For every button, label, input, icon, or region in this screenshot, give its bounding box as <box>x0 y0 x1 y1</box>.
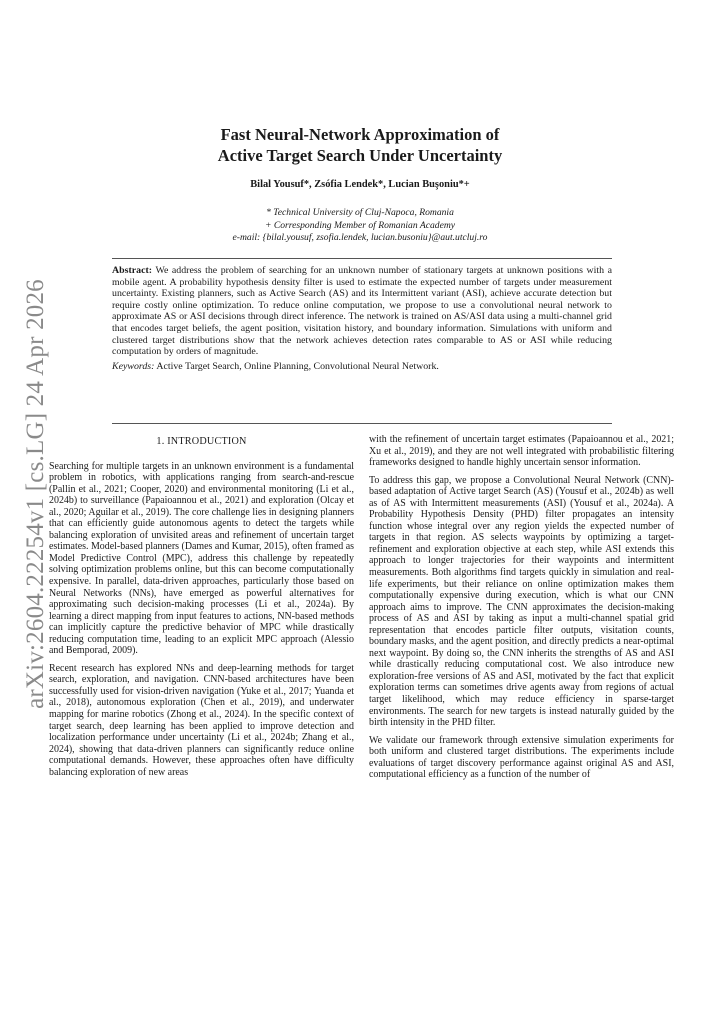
abstract-top-rule <box>112 258 612 259</box>
paper-title <box>120 124 600 166</box>
author-list: Bilal Yousuf*, Zsófia Lendek*, Lucian Buşoniu*+ <box>250 179 470 190</box>
author-email: e-mail: {bilal.yousuf, zsofia.lendek, lucian.busoniu}@aut.utcluj.ro <box>232 232 488 243</box>
title-line-2: Active Target Search Under Uncertainty <box>217 146 503 165</box>
intro-paragraph-1: Searching for multiple targets in an unknown environment is a fundamental problem in robotics, with applications ranging from search-and-rescue (Pallin et al., 2021; Cooper, 2020) and environmental monitoring (Li et al., 2024b) to surveillance (Papaioannou et al., 2021) and exploration (Olcay et al., 2020; Aguilar et al., 2019). The core challenge lies in designing planners that can efficiently guide autonomous agents to detect the targets while balancing exploration of unvisited areas and refinement of uncertain target estimates. Model-based planners (Dames and Kumar, 2015), often framed as Model Predictive Control (MPC), address this challenge by repeatedly solving optimization problems online, but this can become computationally expensive. In parallel, data-driven approaches, particularly those based on Neural Networks (NNs), have emerged as powerful alternatives for approximating such decision-making processes (Li et al., 2024a). By learning a direct mapping from input features to actions, NN-based methods can implicitly capture the predictive behavior of MPC while drastically reducing computation time, leading to an explicit MPC approach (Alessio and Bemporad, 2009). <box>49 460 354 657</box>
left-column <box>49 434 354 784</box>
keywords-label: Keywords: <box>112 360 155 372</box>
keywords-text: Active Target Search, Online Planning, Convolutional Neural Network. <box>156 360 439 372</box>
right-column <box>369 434 674 787</box>
intro-paragraph-3: with the refinement of uncertain target estimates (Papaioannou et al., 2021; Xu et al., 2019), and they are not well integrated with probabilistic filtering frameworks designed to handle highly uncertain sensor information. <box>369 434 674 469</box>
intro-paragraph-2: Recent research has explored NNs and deep-learning methods for target search, exploration, and navigation. CNN-based architectures have been successfully used for vision-driven navigation (Yuke et al., 2017; Yuanda et al., 2018), autonomous exploration (Chen et al., 2019), and underwater mapping for marine robotics (Zhong et al., 2024). In the specific context of target search, deep learning has been applied to improve detection and localization performance under uncertainty (Li et al., 2024b; Zhang et al., 2024), showing that data-driven planners can significantly reduce online computational demands. However, these approaches often have difficulty balancing exploration of new areas <box>49 662 354 778</box>
intro-paragraph-4: To address this gap, we propose a Convolutional Neural Network (CNN)-based adaptation of Active target Search (AS) (Yousuf et al., 2024b) as well as of AS with Intermittent measurements (ASI) (Yousuf et al., 2024a). A Probability Hypothesis Density (PHD) filter propagates an intensity function whose integral over any region yields the expected number of targets in that region. AS selects waypoints by optimizing a target-refinement and exploration objective at each step, while ASI extends this approach to longer trajectories for their waypoints and intermittent measurements. Both algorithms find targets quickly in simulation and real-life experiments, but their reliance on online optimization makes them computationally expensive during execution, which is what our CNN approach aims to improve. The CNN approximates the decision-making process of AS and ASI by taking as input a multi-channel spatial grid representation that encodes particle filter outputs, visitation counts, boundary masks, and the agent position, and directly predicts a near-optimal next waypoint. By doing so, the CNN inherits the strengths of AS and ASI while drastically reducing computational cost. We also introduce new exploration-free versions of AS and ASI, motivated by the fact that explicit exploration terms can sometimes drive agents away from regions of actual target likelihood, which may reduce efficiency in sparse-target environments. The search for new targets is instead naturally guided by the birth intensity in the PHD filter. <box>369 474 674 729</box>
affiliation-2: + Corresponding Member of Romanian Academy <box>264 219 456 231</box>
affiliation-1: * Technical University of Cluj-Napoca, Romania <box>266 207 454 218</box>
abstract-text: We address the problem of searching for an unknown number of stationary targets at unknown positions with a mobile agent. A probability hypothesis density filter is used to estimate the expected number of targets under measurement uncertainty. Existing planners, such as Active Search (AS) and its Intermittent variant (ASI), achieve accurate detection but require costly online optimization. To reduce online computation, we propose to use a convolutional neural network to approximate AS or ASI decisions through direct inference. The network is trained on AS/ASI data using a multi-channel grid that encodes target beliefs, the agent position, visitation history, and boundary information. Simulations with uniform and clustered target distributions show that the network achieves detection rates comparable to AS or ASI while reducing computation by orders of magnitude. <box>112 265 612 358</box>
title-line-1: Fast Neural-Network Approximation of <box>220 125 500 144</box>
section-heading-introduction: 1. INTRODUCTION <box>156 436 247 447</box>
affiliations <box>120 207 600 245</box>
abstract-bottom-rule <box>112 423 612 424</box>
intro-paragraph-5: We validate our framework through extensive simulation experiments for both uniform and clustered target distributions. The experiments include evaluations of target discovery performance against original AS and ASI, computational efficiency as a function of the number of <box>369 734 674 781</box>
abstract-block <box>112 265 612 372</box>
abstract-label: Abstract: <box>112 265 153 276</box>
arxiv-identifier: arXiv:2604.22254v1 [cs.LG] 24 Apr 2026 <box>22 279 49 709</box>
